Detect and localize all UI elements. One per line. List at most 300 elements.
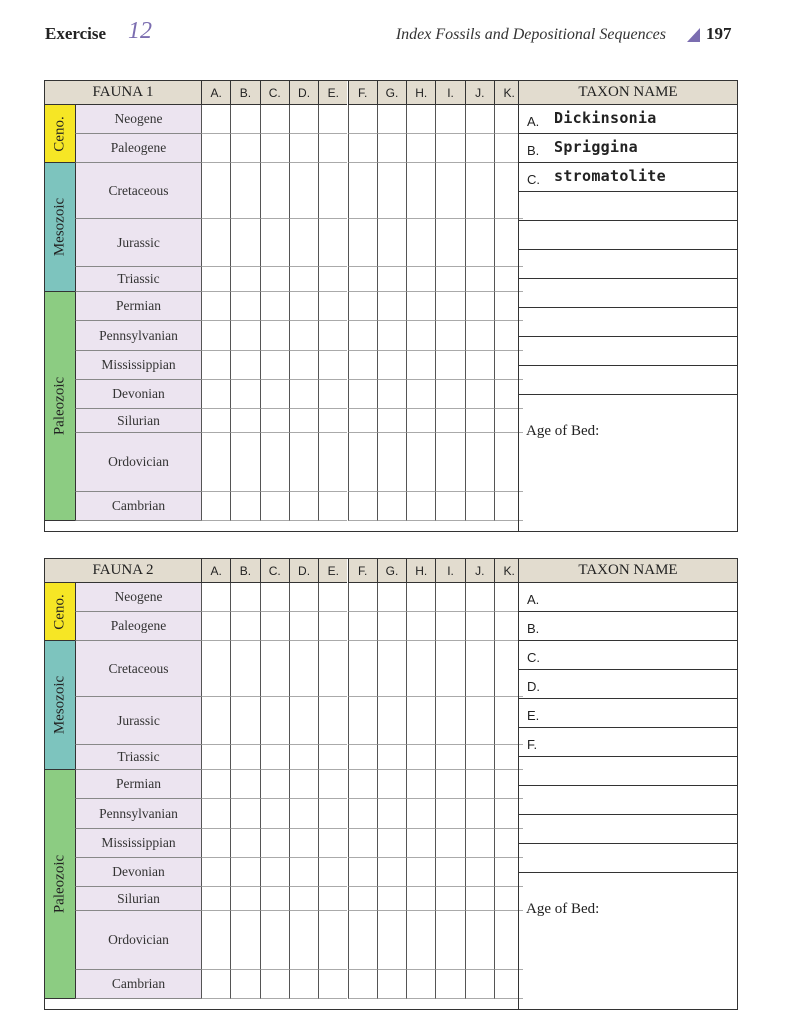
grid-cell[interactable] bbox=[318, 799, 347, 829]
period-mississippian: Mississippian bbox=[75, 829, 201, 858]
column-header-5: E. bbox=[318, 559, 347, 583]
grid-cell[interactable] bbox=[201, 697, 230, 745]
grid-cell[interactable] bbox=[348, 583, 377, 612]
grid-cell[interactable] bbox=[348, 799, 377, 829]
grid-cell[interactable] bbox=[201, 641, 230, 697]
grid-cell[interactable] bbox=[260, 799, 289, 829]
grid-cell[interactable] bbox=[318, 433, 347, 492]
grid-cell[interactable] bbox=[435, 697, 464, 745]
grid-cell[interactable] bbox=[260, 583, 289, 612]
grid-cell[interactable] bbox=[230, 641, 259, 697]
grid-cell[interactable] bbox=[260, 321, 289, 351]
grid-cell[interactable] bbox=[377, 911, 406, 970]
grid-cell[interactable] bbox=[230, 267, 259, 292]
grid-cell[interactable] bbox=[230, 380, 259, 409]
column-header-2: B. bbox=[230, 81, 259, 105]
grid-cell[interactable] bbox=[201, 799, 230, 829]
taxon-line[interactable] bbox=[519, 134, 738, 163]
taxon-line[interactable] bbox=[519, 757, 738, 786]
grid-cell[interactable] bbox=[377, 770, 406, 799]
grid-cell[interactable] bbox=[230, 409, 259, 433]
grid-cell[interactable] bbox=[201, 380, 230, 409]
grid-cell[interactable] bbox=[406, 887, 435, 911]
taxon-letter: F. bbox=[527, 737, 538, 752]
grid-cell[interactable] bbox=[289, 351, 318, 380]
grid-cell[interactable] bbox=[318, 770, 347, 799]
grid-cell[interactable] bbox=[406, 799, 435, 829]
grid-cell[interactable] bbox=[435, 105, 464, 134]
grid-cell[interactable] bbox=[201, 583, 230, 612]
grid-cell[interactable] bbox=[348, 380, 377, 409]
period-permian: Permian bbox=[75, 292, 201, 321]
grid-cell[interactable] bbox=[435, 829, 464, 858]
grid-cell[interactable] bbox=[348, 409, 377, 433]
grid-cell[interactable] bbox=[348, 641, 377, 697]
grid-cell[interactable] bbox=[348, 745, 377, 770]
grid-cell[interactable] bbox=[377, 641, 406, 697]
grid-cell[interactable] bbox=[260, 292, 289, 321]
period-cretaceous: Cretaceous bbox=[75, 641, 201, 697]
column-header-7: G. bbox=[377, 559, 406, 583]
grid-cell[interactable] bbox=[406, 351, 435, 380]
grid-cell[interactable] bbox=[465, 829, 494, 858]
grid-cell[interactable] bbox=[289, 583, 318, 612]
grid-cell[interactable] bbox=[201, 409, 230, 433]
grid-cell[interactable] bbox=[465, 380, 494, 409]
grid-cell[interactable] bbox=[406, 163, 435, 219]
period-jurassic: Jurassic bbox=[75, 697, 201, 745]
grid-cell[interactable] bbox=[435, 351, 464, 380]
grid-cell[interactable] bbox=[201, 770, 230, 799]
grid-cell[interactable] bbox=[318, 887, 347, 911]
grid-cell[interactable] bbox=[201, 970, 230, 999]
era-paleozoic bbox=[45, 292, 75, 521]
grid-cell[interactable] bbox=[230, 697, 259, 745]
grid-cell[interactable] bbox=[377, 492, 406, 521]
taxon-line[interactable] bbox=[519, 641, 738, 670]
grid-cell[interactable] bbox=[377, 799, 406, 829]
grid-cell[interactable] bbox=[465, 911, 494, 970]
grid-cell[interactable] bbox=[230, 970, 259, 999]
grid-cell[interactable] bbox=[377, 351, 406, 380]
grid-cell[interactable] bbox=[406, 267, 435, 292]
grid-cell[interactable] bbox=[201, 433, 230, 492]
grid-cell[interactable] bbox=[406, 583, 435, 612]
grid-cell[interactable] bbox=[260, 351, 289, 380]
grid-cell[interactable] bbox=[435, 911, 464, 970]
grid-cell[interactable] bbox=[260, 858, 289, 887]
grid-cell[interactable] bbox=[201, 351, 230, 380]
grid-cell[interactable] bbox=[348, 321, 377, 351]
grid-cell[interactable] bbox=[377, 433, 406, 492]
grid-cell[interactable] bbox=[377, 697, 406, 745]
grid-cell[interactable] bbox=[289, 380, 318, 409]
grid-cell[interactable] bbox=[230, 433, 259, 492]
grid-cell[interactable] bbox=[201, 745, 230, 770]
grid-cell[interactable] bbox=[377, 858, 406, 887]
grid-cell[interactable] bbox=[406, 641, 435, 697]
grid-cell[interactable] bbox=[318, 612, 347, 641]
taxon-line[interactable] bbox=[519, 728, 738, 757]
grid-cell[interactable] bbox=[260, 745, 289, 770]
taxon-name-header: TAXON NAME bbox=[518, 559, 737, 583]
grid-cell[interactable] bbox=[201, 911, 230, 970]
grid-cell[interactable] bbox=[201, 219, 230, 267]
taxon-line[interactable] bbox=[519, 279, 738, 308]
grid-cell[interactable] bbox=[318, 321, 347, 351]
grid-cell[interactable] bbox=[348, 219, 377, 267]
grid-cell[interactable] bbox=[318, 829, 347, 858]
exercise-label: Exercise bbox=[45, 24, 107, 43]
fauna2-title: FAUNA 2 bbox=[45, 559, 201, 583]
taxon-letter: C. bbox=[527, 650, 540, 665]
grid-cell[interactable] bbox=[377, 105, 406, 134]
grid-cell[interactable] bbox=[465, 583, 494, 612]
grid-cell[interactable] bbox=[406, 858, 435, 887]
grid-cell[interactable] bbox=[230, 911, 259, 970]
era-label: Paleozoic bbox=[51, 376, 68, 436]
grid-cell[interactable] bbox=[289, 641, 318, 697]
taxon-line[interactable] bbox=[519, 612, 738, 641]
grid-cell[interactable] bbox=[435, 799, 464, 829]
grid-cell[interactable] bbox=[348, 292, 377, 321]
grid-cell[interactable] bbox=[435, 409, 464, 433]
era-label: Ceno. bbox=[51, 593, 68, 630]
column-header-5: E. bbox=[318, 81, 347, 105]
grid-cell[interactable] bbox=[406, 433, 435, 492]
grid-cell[interactable] bbox=[260, 433, 289, 492]
grid-cell[interactable] bbox=[435, 321, 464, 351]
grid-cell[interactable] bbox=[230, 292, 259, 321]
grid-cell[interactable] bbox=[260, 219, 289, 267]
grid-cell[interactable] bbox=[230, 612, 259, 641]
grid-cell[interactable] bbox=[406, 911, 435, 970]
grid-cell[interactable] bbox=[201, 163, 230, 219]
grid-cell[interactable] bbox=[377, 380, 406, 409]
grid-cell[interactable] bbox=[201, 105, 230, 134]
grid-cell[interactable] bbox=[260, 697, 289, 745]
grid-cell[interactable] bbox=[289, 799, 318, 829]
grid-cell[interactable] bbox=[230, 858, 259, 887]
grid-cell[interactable] bbox=[435, 745, 464, 770]
taxon-line[interactable] bbox=[519, 815, 738, 844]
grid-cell[interactable] bbox=[201, 134, 230, 163]
grid-cell[interactable] bbox=[377, 829, 406, 858]
grid-cell[interactable] bbox=[377, 321, 406, 351]
exercise-number: 12 bbox=[128, 18, 152, 44]
grid-cell[interactable] bbox=[318, 105, 347, 134]
grid-cell[interactable] bbox=[260, 612, 289, 641]
grid-cell[interactable] bbox=[289, 163, 318, 219]
grid-cell[interactable] bbox=[318, 697, 347, 745]
taxon-line[interactable] bbox=[519, 366, 738, 395]
grid-cell[interactable] bbox=[435, 858, 464, 887]
column-header-8: H. bbox=[406, 81, 435, 105]
grid-cell[interactable] bbox=[289, 409, 318, 433]
taxon-letter: E. bbox=[527, 708, 540, 723]
grid-cell[interactable] bbox=[406, 970, 435, 999]
period-cretaceous: Cretaceous bbox=[75, 163, 201, 219]
grid-cell[interactable] bbox=[230, 770, 259, 799]
grid-cell[interactable] bbox=[260, 163, 289, 219]
grid-cell[interactable] bbox=[377, 134, 406, 163]
grid-cell[interactable] bbox=[465, 970, 494, 999]
grid-cell[interactable] bbox=[406, 380, 435, 409]
grid-cell[interactable] bbox=[318, 911, 347, 970]
grid-cell[interactable] bbox=[260, 409, 289, 433]
grid-cell[interactable] bbox=[465, 612, 494, 641]
grid-cell[interactable] bbox=[230, 163, 259, 219]
grid-cell[interactable] bbox=[435, 433, 464, 492]
grid-cell[interactable] bbox=[465, 163, 494, 219]
grid-cell[interactable] bbox=[230, 745, 259, 770]
grid-cell[interactable] bbox=[377, 887, 406, 911]
grid-cell[interactable] bbox=[260, 134, 289, 163]
grid-cell[interactable] bbox=[289, 492, 318, 521]
grid-cell[interactable] bbox=[289, 770, 318, 799]
grid-cell[interactable] bbox=[377, 970, 406, 999]
grid-cell[interactable] bbox=[377, 292, 406, 321]
grid-cell[interactable] bbox=[465, 433, 494, 492]
taxon-line[interactable] bbox=[519, 699, 738, 728]
grid-cell[interactable] bbox=[289, 292, 318, 321]
taxon-letter: A. bbox=[527, 114, 540, 129]
taxon-line[interactable] bbox=[519, 105, 738, 134]
grid-cell[interactable] bbox=[201, 612, 230, 641]
grid-cell[interactable] bbox=[318, 351, 347, 380]
grid-cell[interactable] bbox=[465, 492, 494, 521]
grid-cell[interactable] bbox=[406, 134, 435, 163]
fauna-2-table bbox=[44, 558, 738, 1010]
grid-cell[interactable] bbox=[465, 858, 494, 887]
grid-cell[interactable] bbox=[201, 292, 230, 321]
grid-cell[interactable] bbox=[465, 641, 494, 697]
column-header-6: F. bbox=[348, 559, 377, 583]
grid-cell[interactable] bbox=[318, 292, 347, 321]
grid-cell[interactable] bbox=[465, 409, 494, 433]
grid-cell[interactable] bbox=[406, 697, 435, 745]
grid-cell[interactable] bbox=[465, 105, 494, 134]
grid-cell[interactable] bbox=[406, 829, 435, 858]
grid-cell[interactable] bbox=[435, 970, 464, 999]
grid-cell[interactable] bbox=[260, 641, 289, 697]
grid-cell[interactable] bbox=[289, 134, 318, 163]
grid-cell[interactable] bbox=[230, 219, 259, 267]
grid-cell[interactable] bbox=[435, 380, 464, 409]
grid-cell[interactable] bbox=[289, 321, 318, 351]
grid-cell[interactable] bbox=[348, 163, 377, 219]
grid-cell[interactable] bbox=[377, 163, 406, 219]
grid-cell[interactable] bbox=[201, 321, 230, 351]
grid-cell[interactable] bbox=[377, 219, 406, 267]
grid-cell[interactable] bbox=[318, 970, 347, 999]
grid-cell[interactable] bbox=[230, 321, 259, 351]
grid-cell[interactable] bbox=[318, 745, 347, 770]
grid-cell[interactable] bbox=[465, 745, 494, 770]
column-header-9: I. bbox=[435, 559, 464, 583]
column-header-1: A. bbox=[201, 81, 230, 105]
grid-cell[interactable] bbox=[289, 697, 318, 745]
taxon-line[interactable] bbox=[519, 583, 738, 612]
taxon-line[interactable] bbox=[519, 337, 738, 366]
grid-cell[interactable] bbox=[435, 612, 464, 641]
grid-cell[interactable] bbox=[318, 583, 347, 612]
grid-cell[interactable] bbox=[201, 492, 230, 521]
grid-cell[interactable] bbox=[260, 887, 289, 911]
grid-cell[interactable] bbox=[348, 697, 377, 745]
grid-cell[interactable] bbox=[230, 583, 259, 612]
grid-cell[interactable] bbox=[348, 970, 377, 999]
grid-cell[interactable] bbox=[348, 911, 377, 970]
grid-cell[interactable] bbox=[377, 409, 406, 433]
grid-cell[interactable] bbox=[465, 134, 494, 163]
grid-cell[interactable] bbox=[435, 492, 464, 521]
grid-cell[interactable] bbox=[318, 267, 347, 292]
grid-cell[interactable] bbox=[318, 492, 347, 521]
grid-cell[interactable] bbox=[289, 267, 318, 292]
grid-cell[interactable] bbox=[406, 770, 435, 799]
grid-cell[interactable] bbox=[289, 970, 318, 999]
taxon-line[interactable] bbox=[519, 192, 738, 221]
grid-cell[interactable] bbox=[260, 267, 289, 292]
grid-cell[interactable] bbox=[435, 887, 464, 911]
grid-cell[interactable] bbox=[260, 105, 289, 134]
grid-cell[interactable] bbox=[348, 829, 377, 858]
grid-cell[interactable] bbox=[465, 697, 494, 745]
taxon-letter: A. bbox=[527, 592, 540, 607]
grid-cell[interactable] bbox=[465, 321, 494, 351]
grid-cell[interactable] bbox=[289, 887, 318, 911]
taxon-line[interactable] bbox=[519, 163, 738, 192]
grid-cell[interactable] bbox=[201, 887, 230, 911]
age-of-bed-label: Age of Bed: bbox=[526, 901, 600, 917]
period-mississippian: Mississippian bbox=[75, 351, 201, 380]
grid-cell[interactable] bbox=[230, 492, 259, 521]
grid-cell[interactable] bbox=[289, 911, 318, 970]
taxon-line[interactable] bbox=[519, 786, 738, 815]
taxon-line[interactable] bbox=[519, 221, 738, 250]
grid-cell[interactable] bbox=[465, 267, 494, 292]
grid-cell[interactable] bbox=[406, 292, 435, 321]
grid-cell[interactable] bbox=[289, 612, 318, 641]
grid-cell[interactable] bbox=[318, 163, 347, 219]
taxon-letter: D. bbox=[527, 679, 540, 694]
column-header-8: H. bbox=[406, 559, 435, 583]
grid-cell[interactable] bbox=[465, 219, 494, 267]
grid-cell[interactable] bbox=[230, 887, 259, 911]
grid-cell[interactable] bbox=[318, 219, 347, 267]
period-silurian: Silurian bbox=[75, 409, 201, 433]
grid-cell[interactable] bbox=[260, 380, 289, 409]
grid-cell[interactable] bbox=[348, 433, 377, 492]
grid-cell[interactable] bbox=[465, 799, 494, 829]
grid-cell[interactable] bbox=[289, 219, 318, 267]
grid-cell[interactable] bbox=[289, 829, 318, 858]
grid-cell[interactable] bbox=[435, 770, 464, 799]
taxon-line[interactable] bbox=[519, 844, 738, 873]
grid-cell[interactable] bbox=[201, 858, 230, 887]
grid-cell[interactable] bbox=[435, 163, 464, 219]
page-number: 197 bbox=[706, 24, 732, 43]
grid-cell[interactable] bbox=[406, 492, 435, 521]
grid-cell[interactable] bbox=[377, 583, 406, 612]
grid-cell[interactable] bbox=[435, 134, 464, 163]
grid-cell[interactable] bbox=[465, 351, 494, 380]
grid-cell[interactable] bbox=[348, 887, 377, 911]
grid-cell[interactable] bbox=[465, 887, 494, 911]
grid-cell[interactable] bbox=[465, 292, 494, 321]
grid-cell[interactable] bbox=[318, 641, 347, 697]
grid-cell[interactable] bbox=[230, 105, 259, 134]
grid-cell[interactable] bbox=[289, 858, 318, 887]
taxon-name-entry: stromatolite bbox=[554, 167, 666, 185]
grid-cell[interactable] bbox=[260, 970, 289, 999]
grid-cell[interactable] bbox=[230, 134, 259, 163]
grid-cell[interactable] bbox=[377, 612, 406, 641]
grid-cell[interactable] bbox=[230, 799, 259, 829]
grid-cell[interactable] bbox=[260, 829, 289, 858]
grid-cell[interactable] bbox=[465, 770, 494, 799]
grid-cell[interactable] bbox=[348, 492, 377, 521]
column-header-6: F. bbox=[348, 81, 377, 105]
grid-cell[interactable] bbox=[230, 829, 259, 858]
grid-cell[interactable] bbox=[260, 911, 289, 970]
column-header-3: C. bbox=[260, 559, 289, 583]
grid-cell[interactable] bbox=[406, 745, 435, 770]
grid-cell[interactable] bbox=[230, 351, 259, 380]
triangle-icon bbox=[687, 28, 700, 42]
grid-cell[interactable] bbox=[406, 219, 435, 267]
grid-cell[interactable] bbox=[289, 745, 318, 770]
grid-cell[interactable] bbox=[406, 321, 435, 351]
grid-cell[interactable] bbox=[348, 612, 377, 641]
taxon-letter: B. bbox=[527, 621, 540, 636]
grid-cell[interactable] bbox=[201, 829, 230, 858]
grid-cell[interactable] bbox=[318, 380, 347, 409]
grid-cell[interactable] bbox=[348, 105, 377, 134]
taxon-line[interactable] bbox=[519, 308, 738, 337]
grid-cell[interactable] bbox=[377, 745, 406, 770]
grid-cell[interactable] bbox=[348, 134, 377, 163]
age-of-bed-label: Age of Bed: bbox=[526, 423, 600, 439]
grid-cell[interactable] bbox=[435, 267, 464, 292]
grid-cell[interactable] bbox=[260, 492, 289, 521]
grid-cell[interactable] bbox=[435, 292, 464, 321]
taxon-line[interactable] bbox=[519, 250, 738, 279]
grid-cell[interactable] bbox=[318, 409, 347, 433]
grid-cell[interactable] bbox=[406, 409, 435, 433]
grid-cell[interactable] bbox=[435, 583, 464, 612]
grid-cell[interactable] bbox=[201, 267, 230, 292]
grid-cell[interactable] bbox=[348, 351, 377, 380]
grid-cell[interactable] bbox=[435, 219, 464, 267]
grid-cell[interactable] bbox=[348, 770, 377, 799]
grid-cell[interactable] bbox=[318, 134, 347, 163]
grid-cell[interactable] bbox=[406, 105, 435, 134]
fauna1-taxon-list bbox=[518, 105, 737, 531]
grid-cell[interactable] bbox=[348, 267, 377, 292]
grid-cell[interactable] bbox=[406, 612, 435, 641]
grid-cell[interactable] bbox=[435, 641, 464, 697]
grid-cell[interactable] bbox=[377, 267, 406, 292]
grid-cell[interactable] bbox=[289, 433, 318, 492]
grid-cell[interactable] bbox=[260, 770, 289, 799]
grid-cell[interactable] bbox=[289, 105, 318, 134]
grid-cell[interactable] bbox=[348, 858, 377, 887]
taxon-line[interactable] bbox=[519, 670, 738, 699]
grid-cell[interactable] bbox=[318, 858, 347, 887]
era-label: Mesozoic bbox=[51, 675, 68, 735]
